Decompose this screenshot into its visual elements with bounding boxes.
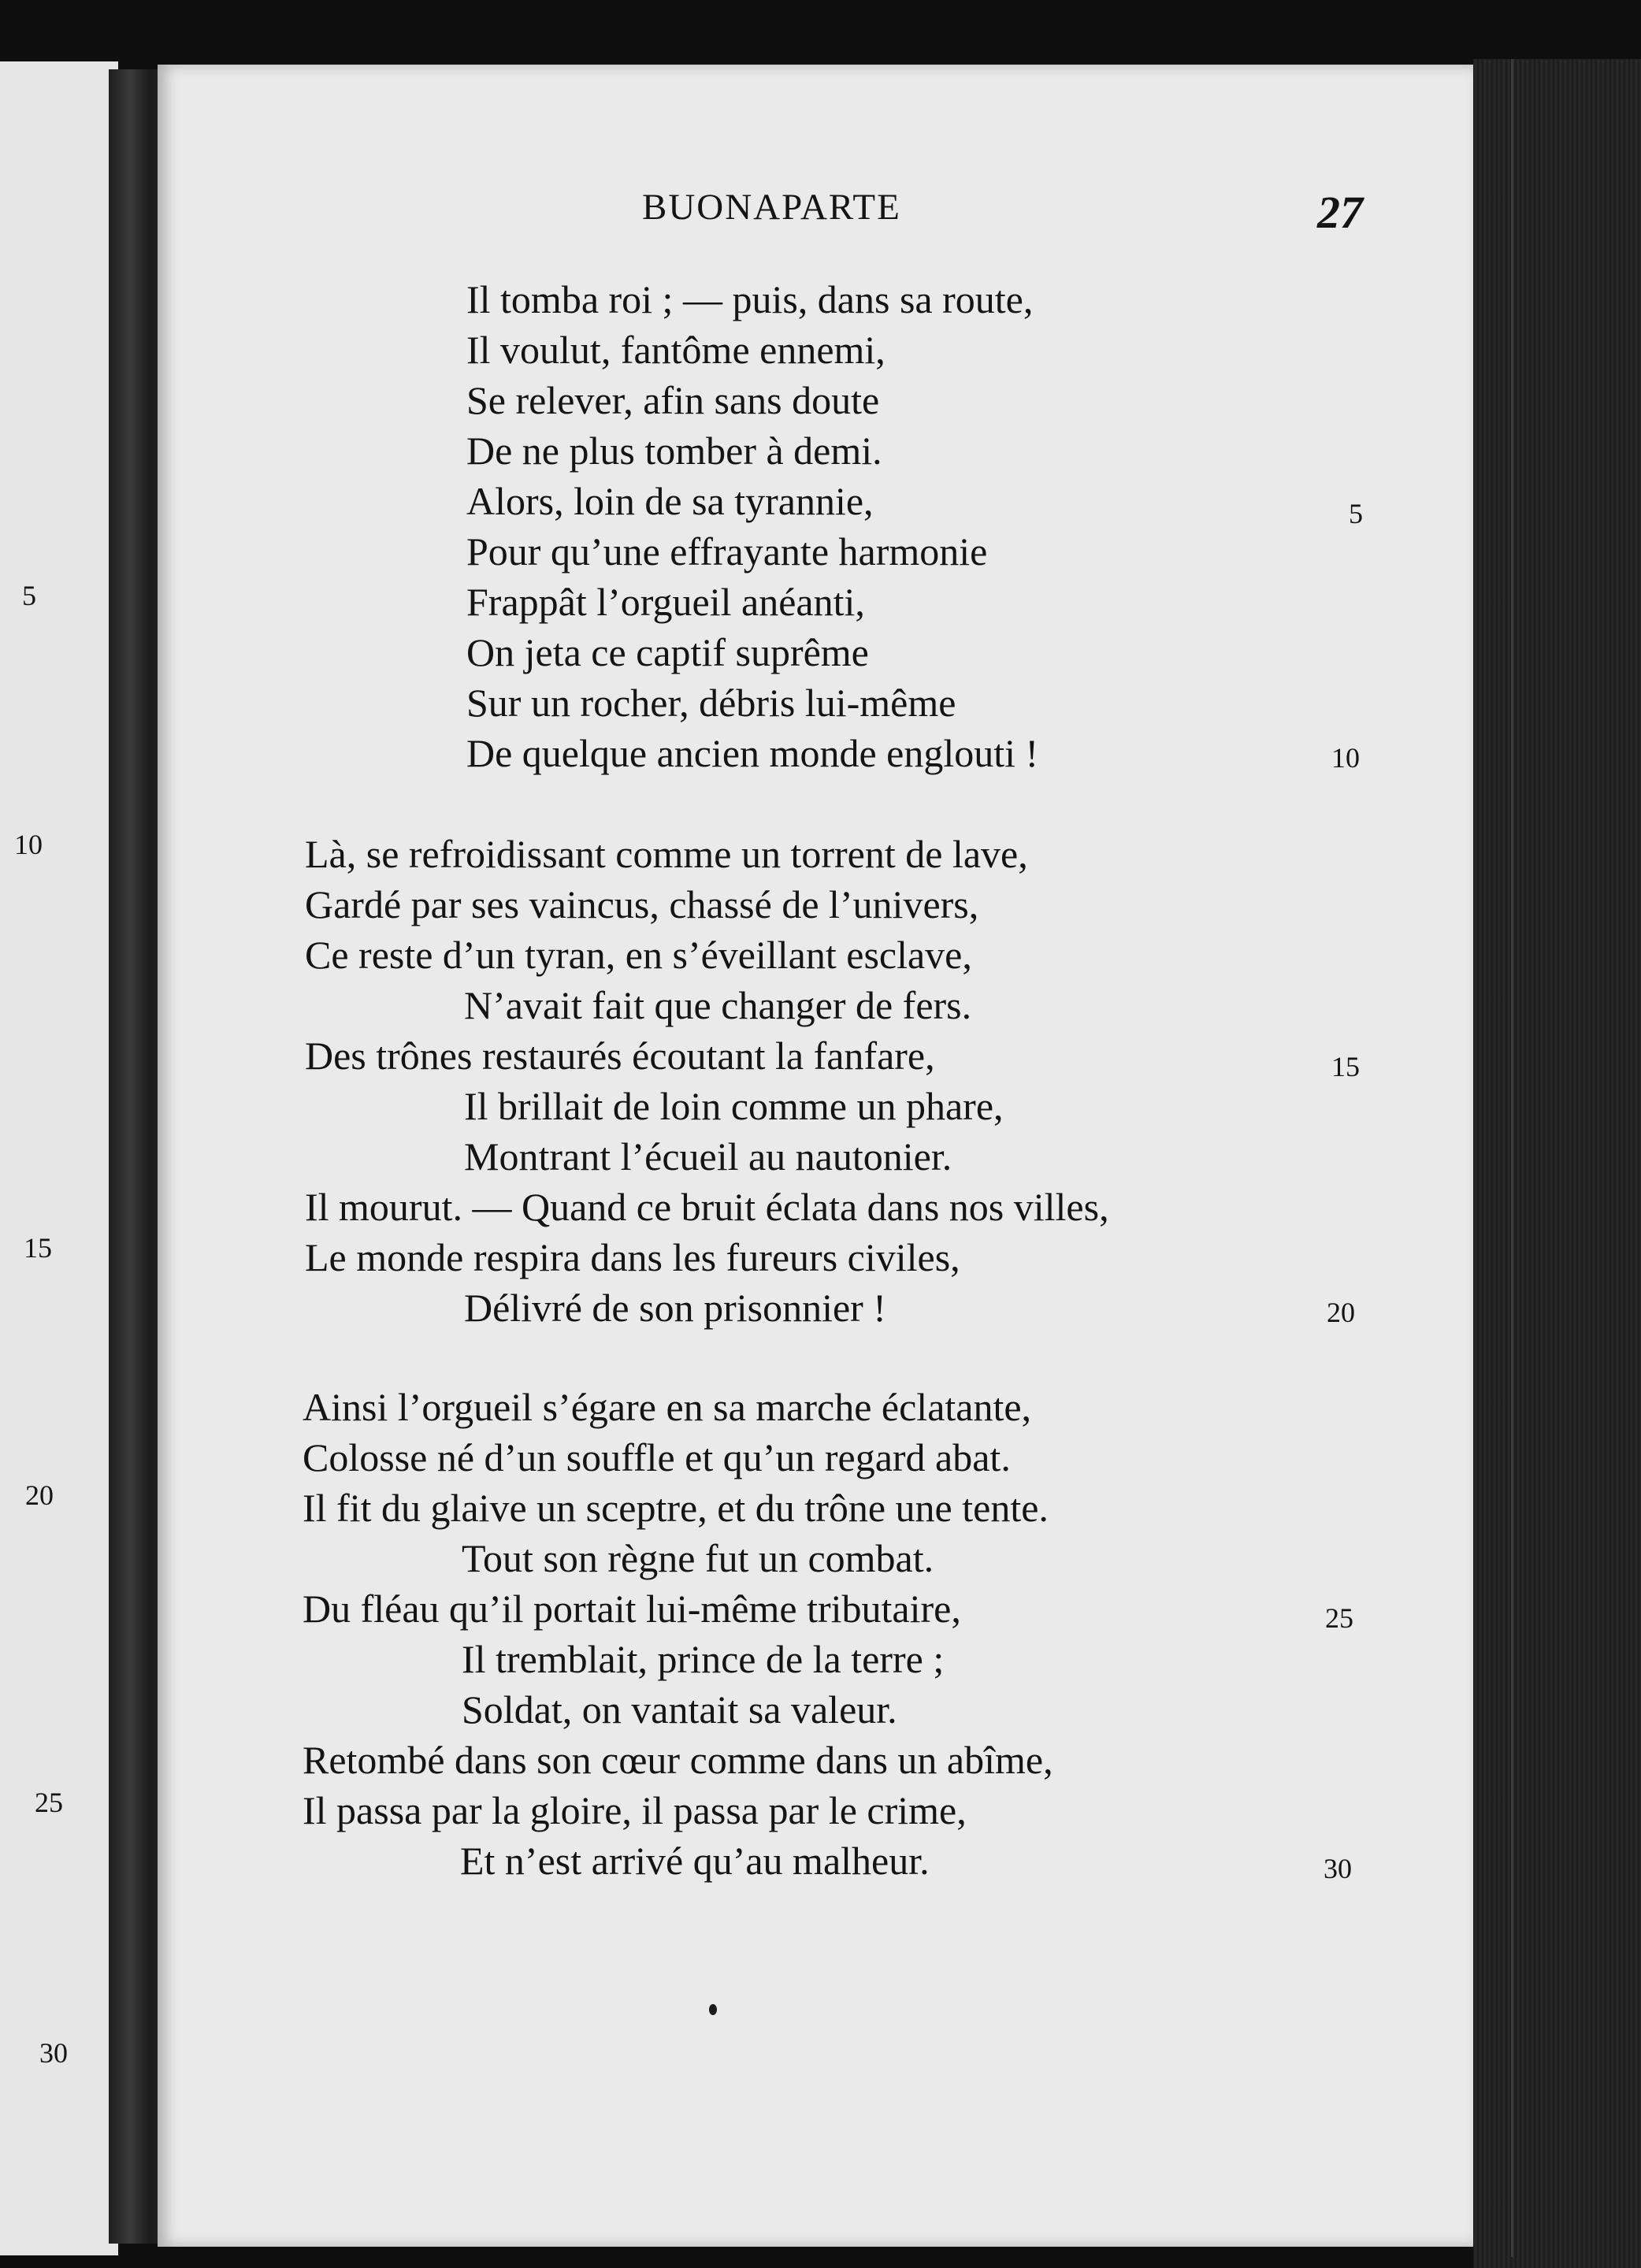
poem-line: Pour qu’une effrayante harmonie <box>466 529 988 573</box>
poem-line: Tout son règne fut un combat. <box>462 1536 934 1580</box>
page-number: 27 <box>1317 187 1363 238</box>
poem-line: Gardé par ses vaincus, chassé de l’univers, <box>305 882 979 926</box>
poem-line: Colosse né d’un souffle et qu’un regard abat. <box>303 1435 1011 1479</box>
poem-line: Montrant l’écueil au nautonier. <box>464 1134 952 1179</box>
poem-line: De ne plus tomber à demi. <box>466 429 882 473</box>
poem-line: Il fit du glaive un sceptre, et du trône une tente. <box>303 1486 1049 1530</box>
previous-page-line-number: 15 <box>24 1232 52 1264</box>
poem-line: De quelque ancien monde englouti ! <box>466 731 1039 775</box>
ink-speck <box>709 2004 717 2015</box>
poem-line: Là, se refroidissant comme un torrent de lave, <box>305 832 1028 876</box>
previous-page-line-number: 5 <box>22 580 36 611</box>
previous-page-line-number: 10 <box>14 829 43 860</box>
line-number: 15 <box>1331 1051 1360 1082</box>
line-number: 10 <box>1331 742 1360 774</box>
poem-line: Délivré de son prisonnier ! <box>464 1286 886 1330</box>
poem-line: Sur un rocher, débris lui-même <box>466 681 956 725</box>
previous-page-line-number: 30 <box>39 2037 68 2069</box>
line-number: 25 <box>1325 1602 1353 1634</box>
poem-line: Le monde respira dans les fureurs civiles, <box>305 1235 960 1279</box>
line-number: 30 <box>1324 1853 1352 1884</box>
poem-line: Du fléau qu’il portait lui-même tributaire, <box>303 1587 961 1631</box>
poem-line: Et n’est arrivé qu’au malheur. <box>460 1839 930 1883</box>
poem-line: Il tomba roi ; — puis, dans sa route, <box>466 277 1034 321</box>
poem-line: Ce reste d’un tyran, en s’éveillant esclave, <box>305 933 972 977</box>
poem-line: Il tremblait, prince de la terre ; <box>462 1637 945 1681</box>
poem-line: On jeta ce captif suprême <box>466 630 869 674</box>
poem-line: Ainsi l’orgueil s’égare en sa marche éclatante, <box>303 1385 1032 1429</box>
previous-page-line-number: 20 <box>25 1479 54 1511</box>
poem-line: Soldat, on vantait sa valeur. <box>462 1687 897 1732</box>
poem-line: Il passa par la gloire, il passa par le crime, <box>303 1788 967 1832</box>
previous-page-line-number: 25 <box>35 1787 63 1818</box>
line-number: 5 <box>1349 498 1363 529</box>
line-number: 20 <box>1327 1297 1355 1328</box>
poem-line: Frappât l’orgueil anéanti, <box>466 580 865 624</box>
poem-line: Il mourut. — Quand ce bruit éclata dans nos villes, <box>305 1185 1109 1229</box>
poem-line: Retombé dans son cœur comme dans un abîme, <box>303 1738 1053 1782</box>
poem-line: Il brillait de loin comme un phare, <box>464 1084 1004 1128</box>
poem-line: Il voulut, fantôme ennemi, <box>466 328 885 372</box>
poem-line: Se relever, afin sans doute <box>466 378 880 422</box>
poem-line: Des trônes restaurés écoutant la fanfare, <box>305 1034 935 1078</box>
running-head: BUONAPARTE <box>642 187 901 228</box>
poem-line: N’avait fait que changer de fers. <box>464 983 972 1027</box>
poem-line: Alors, loin de sa tyrannie, <box>466 479 874 523</box>
